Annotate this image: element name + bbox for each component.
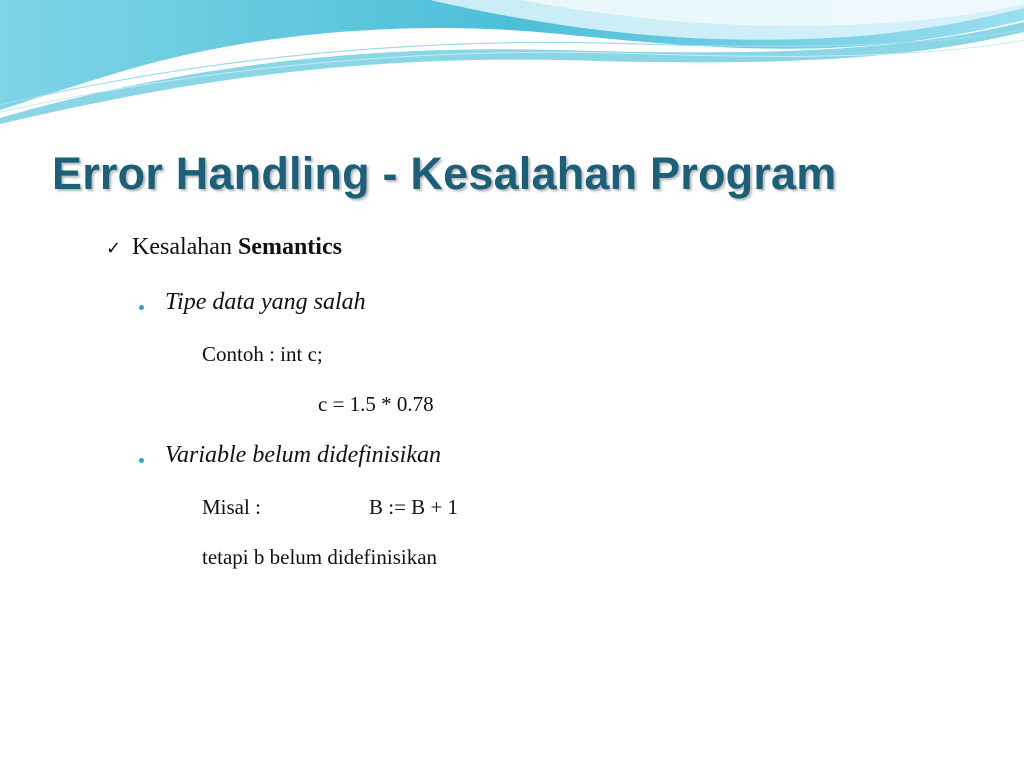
sub-point-2-label: Variable belum didefinisikan: [165, 442, 441, 468]
sub-point-1-example-line1: Contoh : int c;: [202, 342, 323, 366]
bullet-dot-icon: [139, 458, 144, 463]
main-point-prefix: Kesalahan: [132, 234, 232, 260]
main-point-bold: Semantics: [237, 234, 342, 260]
slide-title: Error Handling - Kesalahan Program: [52, 148, 837, 199]
sub-point-2-example-label: Misal :: [202, 495, 261, 519]
bullet-dot-icon: [139, 305, 144, 310]
sub-point-1-label: Tipe data yang salah: [165, 289, 366, 315]
sub-point-1-example-line2: c = 1.5 * 0.78: [318, 392, 434, 416]
sub-point-2-example-code: B := B + 1: [369, 495, 459, 519]
sub-point-2-example-note: tetapi b belum didefinisikan: [202, 545, 438, 569]
main-point: [106, 234, 342, 261]
wave-header-decoration: [0, 0, 1024, 130]
checkmark-icon: ✓: [106, 238, 122, 259]
